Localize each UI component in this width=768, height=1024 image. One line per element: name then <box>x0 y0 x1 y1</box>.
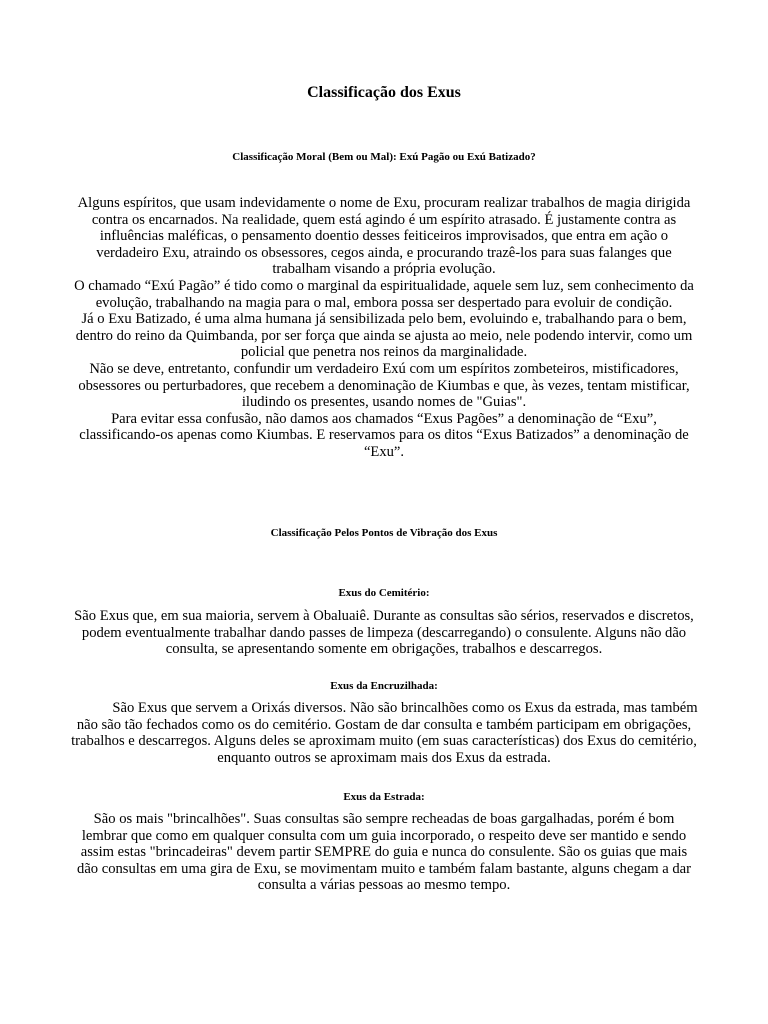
paragraph: Para evitar essa confusão, não damos aos chamados “Exus Pagões” a denominação de “Exu”, classificando-os apenas como Kiumbas. E reservamos para os ditos “Exus Batizados” a denominação de “Exu”. <box>79 410 689 460</box>
paragraph: Alguns espíritos, que usam indevidamente o nome de Exu, procuram realizar trabalhos de magia dirigida contra os encarnados. Na realidade, quem está agindo é um espírito atrasado. É justamente contra as influências maléficas, o pensamento doentio desses feiticeiros improvisados, que entra em ação o verdadeiro Exu, atraindo os obsessores, cegos ainda, e procurando trazê-los para suas falanges que trabalham visando a própria evolução. <box>77 195 691 278</box>
section-moral-body <box>70 195 698 461</box>
subheading-encruzilhada: Exus da Encruzilhada: <box>330 680 438 692</box>
paragraph: Não se deve, entretanto, confundir um verdadeiro Exú com um espíritos zombeteiros, mistificadores, obsessores ou perturbadores, que recebem a denominação de Kiumbas e que, às vezes, tentam mistificar, iludindo os presentes, usando nomes de "Guias". <box>78 360 690 411</box>
paragraph-estrada <box>70 811 698 894</box>
paragraph: O chamado “Exú Pagão” é tido como o marginal da espiritualidade, aquele sem luz, sem conhecimento da evolução, trabalhando na magia para o mal, embora possa ser despertado para evoluir de condição. <box>74 277 694 311</box>
page-title: Classificação dos Exus <box>307 84 461 101</box>
subheading-cemiterio: Exus do Cemitério: <box>338 587 430 599</box>
paragraph: Já o Exu Batizado, é uma alma humana já sensibilizada pelo bem, evoluindo e, trabalhando para o bem, dentro do reino da Quimbanda, por ser força que ainda se ajusta ao meio, nele podendo intervir, como um policial que penetra nos reinos da marginalidade. <box>75 311 693 361</box>
paragraph: São os mais "brincalhões". Suas consultas são sempre recheadas de boas gargalhadas, porém é bom lembrar que como em qualquer consulta com um guia incorporado, o respeito deve ser mantido e sendo assim estas "brincadeiras" devem partir SEMPRE do guia e nunca do consulente. São os guias que mais dão consultas em uma gira de Exu, se movimentam muito e também falam bastante, alguns chegam a dar consulta a várias pessoas ao mesmo tempo. <box>77 811 691 894</box>
section-heading-moral: Classificação Moral (Bem ou Mal): Exú Pagão ou Exú Batizado? <box>232 151 536 163</box>
paragraph-text: São Exus que servem a Orixás diversos. Não são brincalhões como os Exus da estrada, mas também não são tão fechados como os do cemitério. Gostam de dar consulta e também participam em obrigações, trabalhos e descarregos. Alguns deles se aproximam muito (em suas características) dos Exus do cemitério, enquanto outros se aproximam mais dos Exus da estrada. <box>71 700 698 766</box>
paragraph-encruzilhada <box>70 700 698 766</box>
subheading-estrada: Exus da Estrada: <box>343 791 425 803</box>
section-heading-vibracao: Classificação Pelos Pontos de Vibração dos Exus <box>270 527 498 539</box>
paragraph: São Exus que, em sua maioria, servem à Obaluaiê. Durante as consultas são sérios, reservados e discretos, podem eventualmente trabalhar dando passes de limpeza (descarregando) o consulente. Alguns não dão consulta, se apresentando somente em obrigações, trabalhos e descarregos. <box>74 608 694 658</box>
paragraph <box>70 700 698 766</box>
paragraph-cemiterio <box>70 608 698 658</box>
